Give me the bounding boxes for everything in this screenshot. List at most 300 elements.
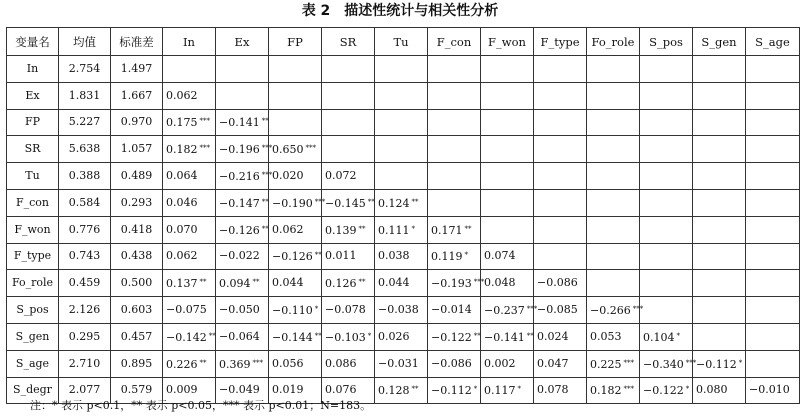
sd-cell: 0.293 [111, 189, 163, 216]
significance-stars: *** [261, 144, 273, 153]
correlation-cell [587, 136, 640, 163]
table-note: 注：* 表示 p<0.1，** 表示 p<0.05，*** 表示 p<0.01；N=183。 [30, 399, 372, 412]
coefficient-value: 0.226 [166, 357, 198, 371]
correlation-cell [746, 82, 800, 109]
correlation-cell [163, 216, 216, 243]
sd-cell: 1.057 [111, 136, 163, 163]
mean-cell: 0.459 [59, 270, 111, 297]
sd-cell: 0.579 [111, 377, 163, 404]
correlation-cell [693, 216, 746, 243]
correlation-cell [481, 377, 534, 404]
coefficient-value: 0.128 [378, 384, 410, 398]
correlation-cell [481, 56, 534, 83]
coefficient-value: 0.139 [325, 223, 357, 237]
significance-stars: *** [473, 278, 485, 287]
correlation-cell [216, 216, 269, 243]
coefficient-value: −0.112 [431, 384, 472, 398]
table-row [7, 136, 800, 163]
coefficient-value: 0.117 [484, 384, 516, 398]
coefficient-value: −0.126 [219, 223, 260, 237]
correlation-cell [216, 350, 269, 377]
column-header: 均值 [59, 28, 111, 56]
column-header: F_con [428, 28, 481, 56]
significance-stars: *** [199, 117, 210, 126]
coefficient-value: 0.044 [272, 276, 304, 290]
coefficient-value: 0.072 [325, 169, 357, 183]
coefficient-value: −0.031 [378, 356, 419, 370]
correlation-cell [534, 297, 587, 324]
correlation-cell [163, 56, 216, 83]
correlation-cell [428, 216, 481, 243]
column-header: SR [322, 28, 375, 56]
correlation-cell [428, 109, 481, 136]
coefficient-value: 0.064 [166, 169, 198, 183]
significance-stars: *** [623, 358, 634, 367]
significance-stars: *** [199, 144, 210, 153]
correlation-cell [693, 56, 746, 83]
coefficient-value: 0.020 [272, 169, 304, 183]
correlation-cell [163, 323, 216, 350]
significance-stars: *** [526, 305, 538, 314]
correlation-cell [693, 82, 746, 109]
coefficient-value: 0.062 [166, 249, 198, 263]
correlation-cell [640, 189, 693, 216]
coefficient-value: −0.038 [378, 303, 419, 317]
correlation-cell [322, 82, 375, 109]
correlation-cell [693, 109, 746, 136]
sd-cell: 0.489 [111, 163, 163, 190]
correlation-cell [534, 377, 587, 404]
coefficient-value: −0.086 [537, 276, 578, 290]
variable-name-cell: FP [7, 109, 59, 136]
correlation-table [6, 27, 800, 404]
significance-stars: ** [199, 358, 207, 367]
coefficient-value: −0.141 [219, 116, 260, 130]
correlation-cell [375, 323, 428, 350]
significance-stars: ** [261, 117, 269, 126]
coefficient-value: 0.086 [325, 356, 357, 370]
coefficient-value: 0.074 [484, 249, 516, 263]
correlation-cell [269, 82, 322, 109]
sd-cell: 0.418 [111, 216, 163, 243]
correlation-cell [746, 109, 800, 136]
correlation-cell [693, 136, 746, 163]
correlation-cell [481, 270, 534, 297]
variable-name-cell: S_pos [7, 297, 59, 324]
coefficient-value: −0.145 [325, 196, 366, 210]
significance-stars: ** [464, 224, 472, 233]
coefficient-value: 0.171 [431, 223, 463, 237]
correlation-cell [481, 216, 534, 243]
correlation-cell [375, 270, 428, 297]
correlation-cell [587, 243, 640, 270]
coefficient-value: 0.011 [325, 249, 357, 263]
coefficient-value: −0.103 [325, 330, 366, 344]
column-header: F_won [481, 28, 534, 56]
significance-stars: * [464, 251, 468, 260]
correlation-cell [216, 163, 273, 190]
correlation-cell [322, 243, 375, 270]
correlation-cell [428, 189, 481, 216]
significance-stars: *** [685, 358, 697, 367]
coefficient-value: 0.182 [590, 384, 622, 398]
significance-stars: ** [208, 331, 216, 340]
column-header: Fo_role [587, 28, 640, 56]
mean-cell: 0.388 [59, 163, 111, 190]
correlation-cell [216, 270, 269, 297]
variable-name-cell: S_degr [7, 377, 59, 404]
coefficient-value: −0.122 [643, 384, 684, 398]
sd-cell: 0.438 [111, 243, 163, 270]
correlation-cell [163, 109, 216, 136]
correlation-cell [375, 136, 428, 163]
coefficient-value: 0.038 [378, 249, 410, 263]
coefficient-value: −0.126 [272, 250, 313, 264]
correlation-cell [587, 377, 640, 404]
header-row [7, 28, 800, 56]
table-row [7, 350, 800, 377]
correlation-cell [375, 377, 428, 404]
table-row [7, 297, 800, 324]
table-title: 表 2 描述性统计与相关性分析 [301, 3, 499, 19]
correlation-cell [693, 243, 746, 270]
significance-stars: * [517, 385, 521, 394]
significance-stars: ** [252, 278, 260, 287]
correlation-cell [693, 297, 746, 324]
coefficient-value: −0.064 [219, 329, 260, 343]
correlation-cell [481, 136, 534, 163]
coefficient-value: 0.225 [590, 357, 622, 371]
correlation-cell [216, 189, 269, 216]
correlation-cell [746, 189, 800, 216]
correlation-cell [481, 82, 534, 109]
correlation-cell [163, 270, 216, 297]
coefficient-value: 0.024 [537, 329, 569, 343]
correlation-cell [640, 163, 693, 190]
significance-stars: *** [632, 305, 644, 314]
correlation-cell [163, 163, 216, 190]
coefficient-value: 0.019 [272, 383, 304, 397]
coefficient-value: 0.076 [325, 383, 357, 397]
coefficient-value: −0.078 [325, 303, 366, 317]
correlation-cell [587, 350, 640, 377]
correlation-cell [534, 82, 587, 109]
coefficient-value: −0.022 [219, 249, 260, 263]
table-row [7, 323, 800, 350]
correlation-cell [428, 163, 481, 190]
coefficient-value: −0.085 [537, 303, 578, 317]
coefficient-value: −0.190 [272, 196, 313, 210]
significance-stars: * [411, 224, 415, 233]
correlation-cell [587, 323, 640, 350]
correlation-cell [428, 323, 481, 350]
coefficient-value: 0.062 [166, 88, 198, 102]
correlation-cell [269, 270, 322, 297]
correlation-cell [269, 189, 326, 216]
coefficient-value: −0.141 [484, 330, 525, 344]
coefficient-value: 0.002 [484, 356, 516, 370]
variable-name-cell: Tu [7, 163, 59, 190]
significance-stars: *** [623, 385, 634, 394]
correlation-cell [322, 216, 375, 243]
correlation-cell [534, 189, 587, 216]
significance-stars: * [685, 385, 690, 394]
table-row [7, 270, 800, 297]
correlation-cell [587, 297, 644, 324]
correlation-cell [481, 297, 538, 324]
correlation-cell [375, 350, 428, 377]
correlation-cell [481, 109, 534, 136]
significance-stars: *** [252, 358, 263, 367]
table-row [7, 56, 800, 83]
correlation-cell [428, 136, 481, 163]
correlation-cell [322, 270, 375, 297]
significance-stars: ** [314, 331, 322, 340]
correlation-cell [534, 163, 587, 190]
significance-stars: ** [367, 197, 375, 206]
sd-cell: 0.457 [111, 323, 163, 350]
table-body [7, 56, 800, 404]
coefficient-value: −0.112 [696, 357, 737, 371]
coefficient-value: 0.182 [166, 143, 198, 157]
coefficient-value: 0.046 [166, 195, 198, 209]
correlation-cell [587, 270, 640, 297]
coefficient-value: −0.110 [272, 304, 313, 318]
correlation-cell [587, 82, 640, 109]
correlation-cell [375, 216, 428, 243]
correlation-cell [587, 109, 640, 136]
correlation-cell [746, 56, 800, 83]
correlation-cell [163, 297, 216, 324]
coefficient-value: 0.026 [378, 329, 410, 343]
significance-stars: ** [358, 224, 366, 233]
column-header: F_type [534, 28, 587, 56]
correlation-cell [375, 82, 428, 109]
correlation-cell [746, 350, 800, 377]
correlation-cell [534, 216, 587, 243]
coefficient-value: 0.124 [378, 196, 410, 210]
correlation-cell [640, 323, 693, 350]
significance-stars: *** [314, 197, 326, 206]
coefficient-value: 0.044 [378, 276, 410, 290]
correlation-cell [481, 350, 534, 377]
sd-cell: 0.970 [111, 109, 163, 136]
correlation-cell [322, 109, 375, 136]
correlation-cell [640, 216, 693, 243]
correlation-cell [375, 189, 428, 216]
column-header: Tu [375, 28, 428, 56]
correlation-cell [322, 163, 375, 190]
correlation-cell [534, 350, 587, 377]
correlation-cell [587, 56, 640, 83]
correlation-cell [481, 189, 534, 216]
correlation-cell [428, 243, 481, 270]
correlation-cell [216, 82, 269, 109]
correlation-cell [428, 297, 481, 324]
coefficient-value: −0.196 [219, 143, 260, 157]
significance-stars: * [367, 331, 372, 340]
correlation-cell [534, 270, 587, 297]
correlation-cell [163, 350, 216, 377]
correlation-cell [269, 323, 322, 350]
sd-cell: 0.895 [111, 350, 163, 377]
variable-name-cell: Fo_role [7, 270, 59, 297]
correlation-cell [640, 82, 693, 109]
significance-stars: ** [358, 278, 366, 287]
correlation-cell [375, 297, 428, 324]
significance-stars: ** [199, 278, 207, 287]
correlation-cell [693, 323, 746, 350]
correlation-cell [746, 297, 800, 324]
mean-cell: 2.754 [59, 56, 111, 83]
correlation-cell [216, 109, 269, 136]
correlation-cell [640, 297, 693, 324]
column-header: FP [269, 28, 322, 56]
sd-cell: 0.603 [111, 297, 163, 324]
coefficient-value: −0.086 [431, 356, 472, 370]
coefficient-value: 0.137 [166, 277, 198, 291]
correlation-cell [322, 136, 375, 163]
variable-name-cell: S_age [7, 350, 59, 377]
correlation-cell [269, 216, 322, 243]
significance-stars: ** [473, 331, 481, 340]
coefficient-value: −0.122 [431, 330, 472, 344]
mean-cell: 0.584 [59, 189, 111, 216]
column-header: 变量名 [7, 28, 59, 56]
coefficient-value: −0.193 [431, 277, 472, 291]
significance-stars: *** [305, 144, 316, 153]
coefficient-value: 0.369 [219, 357, 251, 371]
correlation-cell [587, 163, 640, 190]
correlation-cell [746, 163, 800, 190]
coefficient-value: −0.144 [272, 330, 313, 344]
coefficient-value: 0.111 [378, 223, 410, 237]
coefficient-value: −0.049 [219, 383, 260, 397]
table-row [7, 109, 800, 136]
column-header: S_pos [640, 28, 693, 56]
correlation-cell [163, 189, 216, 216]
table-row [7, 82, 800, 109]
significance-stars: *** [261, 171, 273, 180]
column-header: In [163, 28, 216, 56]
correlation-cell [163, 243, 216, 270]
coefficient-value: −0.266 [590, 304, 631, 318]
coefficient-value: 0.078 [537, 383, 569, 397]
correlation-cell [693, 350, 746, 377]
column-header: S_gen [693, 28, 746, 56]
correlation-cell [693, 270, 746, 297]
correlation-cell [322, 189, 375, 216]
correlation-cell [269, 350, 322, 377]
correlation-cell [587, 216, 640, 243]
correlation-cell [269, 136, 322, 163]
correlation-cell [269, 163, 322, 190]
significance-stars: ** [261, 224, 269, 233]
significance-stars: ** [526, 331, 534, 340]
mean-cell: 5.638 [59, 136, 111, 163]
correlation-cell [428, 270, 485, 297]
column-header: S_age [746, 28, 800, 56]
table-row [7, 216, 800, 243]
mean-cell: 2.126 [59, 297, 111, 324]
correlation-cell [534, 56, 587, 83]
coefficient-value: −0.237 [484, 304, 525, 318]
correlation-cell [269, 109, 322, 136]
variable-name-cell: S_gen [7, 323, 59, 350]
correlation-cell [428, 82, 481, 109]
significance-stars: * [314, 305, 319, 314]
correlation-cell [534, 323, 587, 350]
coefficient-value: 0.056 [272, 356, 304, 370]
correlation-cell [375, 163, 428, 190]
coefficient-value: −0.050 [219, 303, 260, 317]
correlation-cell [375, 243, 428, 270]
variable-name-cell: F_con [7, 189, 59, 216]
correlation-cell [481, 323, 534, 350]
coefficient-value: 0.047 [537, 356, 569, 370]
significance-stars: * [676, 331, 680, 340]
coefficient-value: −0.010 [749, 383, 790, 397]
coefficient-value: 0.070 [166, 222, 198, 236]
correlation-cell [216, 136, 273, 163]
correlation-cell [640, 350, 697, 377]
mean-cell: 5.227 [59, 109, 111, 136]
sd-cell: 1.667 [111, 82, 163, 109]
correlation-cell [746, 216, 800, 243]
coefficient-value: 0.048 [484, 276, 516, 290]
correlation-cell [322, 297, 375, 324]
coefficient-value: 0.062 [272, 222, 304, 236]
correlation-cell [534, 136, 587, 163]
correlation-cell [481, 243, 534, 270]
correlation-cell [163, 82, 216, 109]
correlation-cell [746, 243, 800, 270]
correlation-cell [746, 377, 800, 404]
coefficient-value: −0.075 [166, 303, 207, 317]
correlation-cell [269, 56, 322, 83]
correlation-cell [375, 109, 428, 136]
correlation-cell [746, 136, 800, 163]
correlation-cell [640, 270, 693, 297]
correlation-cell [587, 189, 640, 216]
mean-cell: 0.776 [59, 216, 111, 243]
coefficient-value: −0.142 [166, 330, 207, 344]
table-row [7, 189, 800, 216]
coefficient-value: −0.340 [643, 357, 684, 371]
correlation-cell [216, 243, 269, 270]
coefficient-value: 0.119 [431, 250, 463, 264]
correlation-cell [640, 136, 693, 163]
correlation-cell [746, 270, 800, 297]
correlation-cell [216, 323, 269, 350]
coefficient-value: 0.175 [166, 116, 198, 130]
coefficient-value: 0.053 [590, 329, 622, 343]
coefficient-value: 0.009 [166, 383, 198, 397]
correlation-cell [640, 109, 693, 136]
table-row [7, 243, 800, 270]
correlation-cell [322, 350, 375, 377]
correlation-cell [693, 377, 746, 404]
correlation-cell [693, 189, 746, 216]
column-header: Ex [216, 28, 269, 56]
variable-name-cell: Ex [7, 82, 59, 109]
correlation-cell [481, 163, 534, 190]
mean-cell: 0.743 [59, 243, 111, 270]
coefficient-value: 0.104 [643, 330, 675, 344]
correlation-cell [269, 243, 322, 270]
coefficient-value: 0.094 [219, 277, 251, 291]
variable-name-cell: In [7, 56, 59, 83]
